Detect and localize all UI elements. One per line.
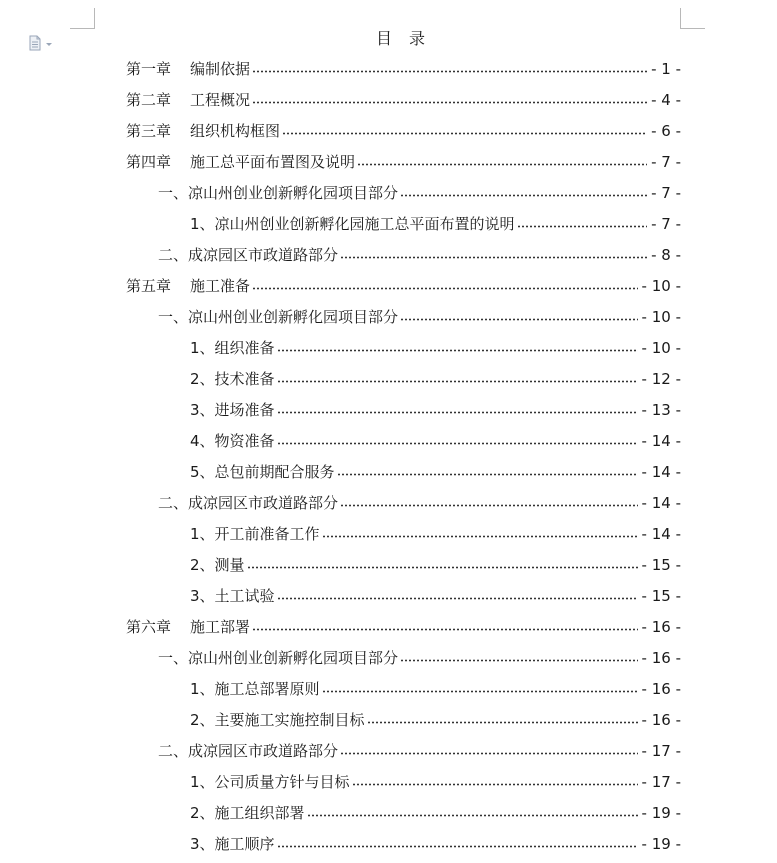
toc-entry-text: 工程概况 [190, 91, 251, 109]
toc-page-number: - 16 - [641, 679, 681, 698]
dot-leader [340, 502, 638, 510]
toc-entry[interactable] [190, 425, 681, 456]
toc-entry-label [190, 678, 320, 699]
toc-page-number: - 12 - [641, 369, 681, 388]
toc-page-number: - 19 - [641, 834, 681, 853]
dot-leader [282, 130, 647, 138]
toc-entry[interactable] [190, 549, 681, 580]
toc-entry[interactable] [190, 518, 681, 549]
dot-leader [277, 378, 638, 386]
toc-page-number: - 17 - [641, 741, 681, 760]
toc-entry[interactable] [126, 53, 681, 84]
toc-entry-text: 3、施工顺序 [190, 835, 275, 853]
toc-entry[interactable] [190, 332, 681, 363]
toc-entry[interactable] [158, 239, 681, 270]
dot-leader [277, 843, 638, 851]
toc-entry-label [190, 585, 275, 606]
toc-entry[interactable] [126, 115, 681, 146]
toc-entry-label [158, 492, 338, 513]
toc-entry[interactable] [190, 456, 681, 487]
dot-leader [252, 68, 647, 76]
toc-entry[interactable] [190, 394, 681, 425]
toc-page-number: - 6 - [651, 121, 681, 140]
toc-entry-label [190, 430, 275, 451]
toc-page-number: - 14 - [641, 462, 681, 481]
toc-entry-text: 3、土工试验 [190, 587, 275, 605]
toc-entry[interactable] [190, 208, 681, 239]
toc-entry-text: 一、凉山州创业创新孵化园项目部分 [158, 184, 399, 202]
toc-entry-text: 2、技术准备 [190, 370, 275, 388]
toc-entry-label [190, 368, 275, 389]
dot-leader [337, 471, 638, 479]
chapter-number: 第三章 [126, 122, 172, 140]
chapter-number: 第二章 [126, 91, 172, 109]
dot-leader [340, 750, 638, 758]
toc-entry-label [126, 89, 250, 110]
toc-entry[interactable] [190, 828, 681, 859]
toc-page-number: - 14 - [641, 431, 681, 450]
toc-entry-label [158, 244, 338, 265]
toc-entry-label [190, 833, 275, 854]
toc-entry-label [190, 802, 305, 823]
chapter-number: 第四章 [126, 153, 172, 171]
toc-page-number: - 15 - [641, 586, 681, 605]
toc-entry-text: 5、总包前期配合服务 [190, 463, 335, 481]
toc-entry-text: 一、凉山州创业创新孵化园项目部分 [158, 649, 399, 667]
toc-entry-text: 编制依据 [190, 60, 251, 78]
toc-entry[interactable] [190, 363, 681, 394]
toc-entry-text: 1、组织准备 [190, 339, 275, 357]
toc-entry-text: 3、进场准备 [190, 401, 275, 419]
toc-entry-text: 2、主要施工实施控制目标 [190, 711, 365, 729]
toc-entry-label [126, 275, 250, 296]
toc-entry-text: 施工总平面布置图及说明 [190, 153, 356, 171]
toc-entry[interactable] [126, 146, 681, 177]
toc-entry-label [190, 461, 335, 482]
toc-page-number: - 10 - [641, 307, 681, 326]
toc-page-number: - 7 - [651, 214, 681, 233]
toc-entry-label [158, 306, 398, 327]
toc-entry[interactable] [126, 270, 681, 301]
toc-entry-text: 2、测量 [190, 556, 245, 574]
dot-leader [517, 223, 648, 231]
dot-leader [367, 719, 638, 727]
toc-entry[interactable] [126, 84, 681, 115]
toc-page-number: - 8 - [651, 245, 681, 264]
chapter-number: 第一章 [126, 60, 172, 78]
toc-entry-text: 施工部署 [190, 618, 251, 636]
toc-page-number: - 14 - [641, 524, 681, 543]
toc-page-number: - 7 - [651, 183, 681, 202]
toc-entry-label [158, 647, 398, 668]
dot-leader [277, 347, 638, 355]
dot-leader [307, 812, 638, 820]
toc-entry-label [190, 771, 350, 792]
dot-leader [322, 533, 638, 541]
toc-page-number: - 16 - [641, 617, 681, 636]
toc-entry-label [190, 213, 515, 234]
toc-entry[interactable] [190, 704, 681, 735]
toc-page-number: - 17 - [641, 772, 681, 791]
chapter-number: 第五章 [126, 277, 172, 295]
toc-entry-text: 4、物资准备 [190, 432, 275, 450]
toc-entry[interactable] [126, 611, 681, 642]
dot-leader [277, 409, 638, 417]
dot-leader [322, 688, 638, 696]
dot-leader [247, 564, 638, 572]
toc-entry-label [158, 740, 338, 761]
toc-entry-label [190, 399, 275, 420]
dot-leader [277, 440, 638, 448]
dot-leader [352, 781, 638, 789]
toc-page-number: - 14 - [641, 493, 681, 512]
toc-page-number: - 10 - [641, 276, 681, 295]
toc-page-number: - 7 - [651, 152, 681, 171]
toc-entry-text: 二、成凉园区市政道路部分 [158, 494, 339, 512]
toc-page-number: - 15 - [641, 555, 681, 574]
toc-entry-text: 1、凉山州创业创新孵化园施工总平面布置的说明 [190, 215, 515, 233]
toc-entry-text: 二、成凉园区市政道路部分 [158, 246, 339, 264]
toc-entry[interactable] [190, 797, 681, 828]
dot-leader [400, 316, 638, 324]
toc-entry-text: 组织机构框图 [190, 122, 281, 140]
dot-leader [277, 595, 638, 603]
toc-page-number: - 16 - [641, 648, 681, 667]
toc-entry-label [126, 58, 250, 79]
toc-entry-label [126, 151, 355, 172]
toc-entry-text: 1、施工总部署原则 [190, 680, 320, 698]
dot-leader [340, 254, 647, 262]
toc-entry[interactable] [190, 766, 681, 797]
toc-entry-label [158, 182, 398, 203]
toc-title: 目 录 [375, 29, 432, 48]
toc-entry-text: 1、公司质量方针与目标 [190, 773, 350, 791]
toc-entry[interactable] [158, 642, 681, 673]
dot-leader [400, 657, 638, 665]
dot-leader [357, 161, 647, 169]
toc-page-number: - 1 - [651, 59, 681, 78]
toc-page-number: - 13 - [641, 400, 681, 419]
dot-leader [400, 192, 647, 200]
toc-entry-label [190, 337, 275, 358]
dot-leader [252, 626, 638, 634]
toc-entry-text: 二、成凉园区市政道路部分 [158, 742, 339, 760]
toc-entry-text: 1、开工前准备工作 [190, 525, 320, 543]
toc-entry-label [126, 616, 250, 637]
toc-entry-label [190, 709, 365, 730]
toc-entry[interactable] [158, 735, 681, 766]
toc-entry-label [190, 523, 320, 544]
dot-leader [252, 99, 647, 107]
toc-entry[interactable] [158, 177, 681, 208]
toc-entry-label [190, 554, 245, 575]
toc-page-number: - 16 - [641, 710, 681, 729]
toc-entry[interactable] [190, 673, 681, 704]
toc-entry[interactable] [190, 580, 681, 611]
toc-entry-label [126, 120, 280, 141]
toc-entry[interactable] [158, 301, 681, 332]
toc-entry-text: 一、凉山州创业创新孵化园项目部分 [158, 308, 399, 326]
toc-entry[interactable] [158, 487, 681, 518]
dot-leader [252, 285, 638, 293]
toc-entry-text: 施工准备 [190, 277, 251, 295]
toc-page-number: - 10 - [641, 338, 681, 357]
toc-page-number: - 19 - [641, 803, 681, 822]
chapter-number: 第六章 [126, 618, 172, 636]
toc-page-number: - 4 - [651, 90, 681, 109]
toc-entry-text: 2、施工组织部署 [190, 804, 305, 822]
